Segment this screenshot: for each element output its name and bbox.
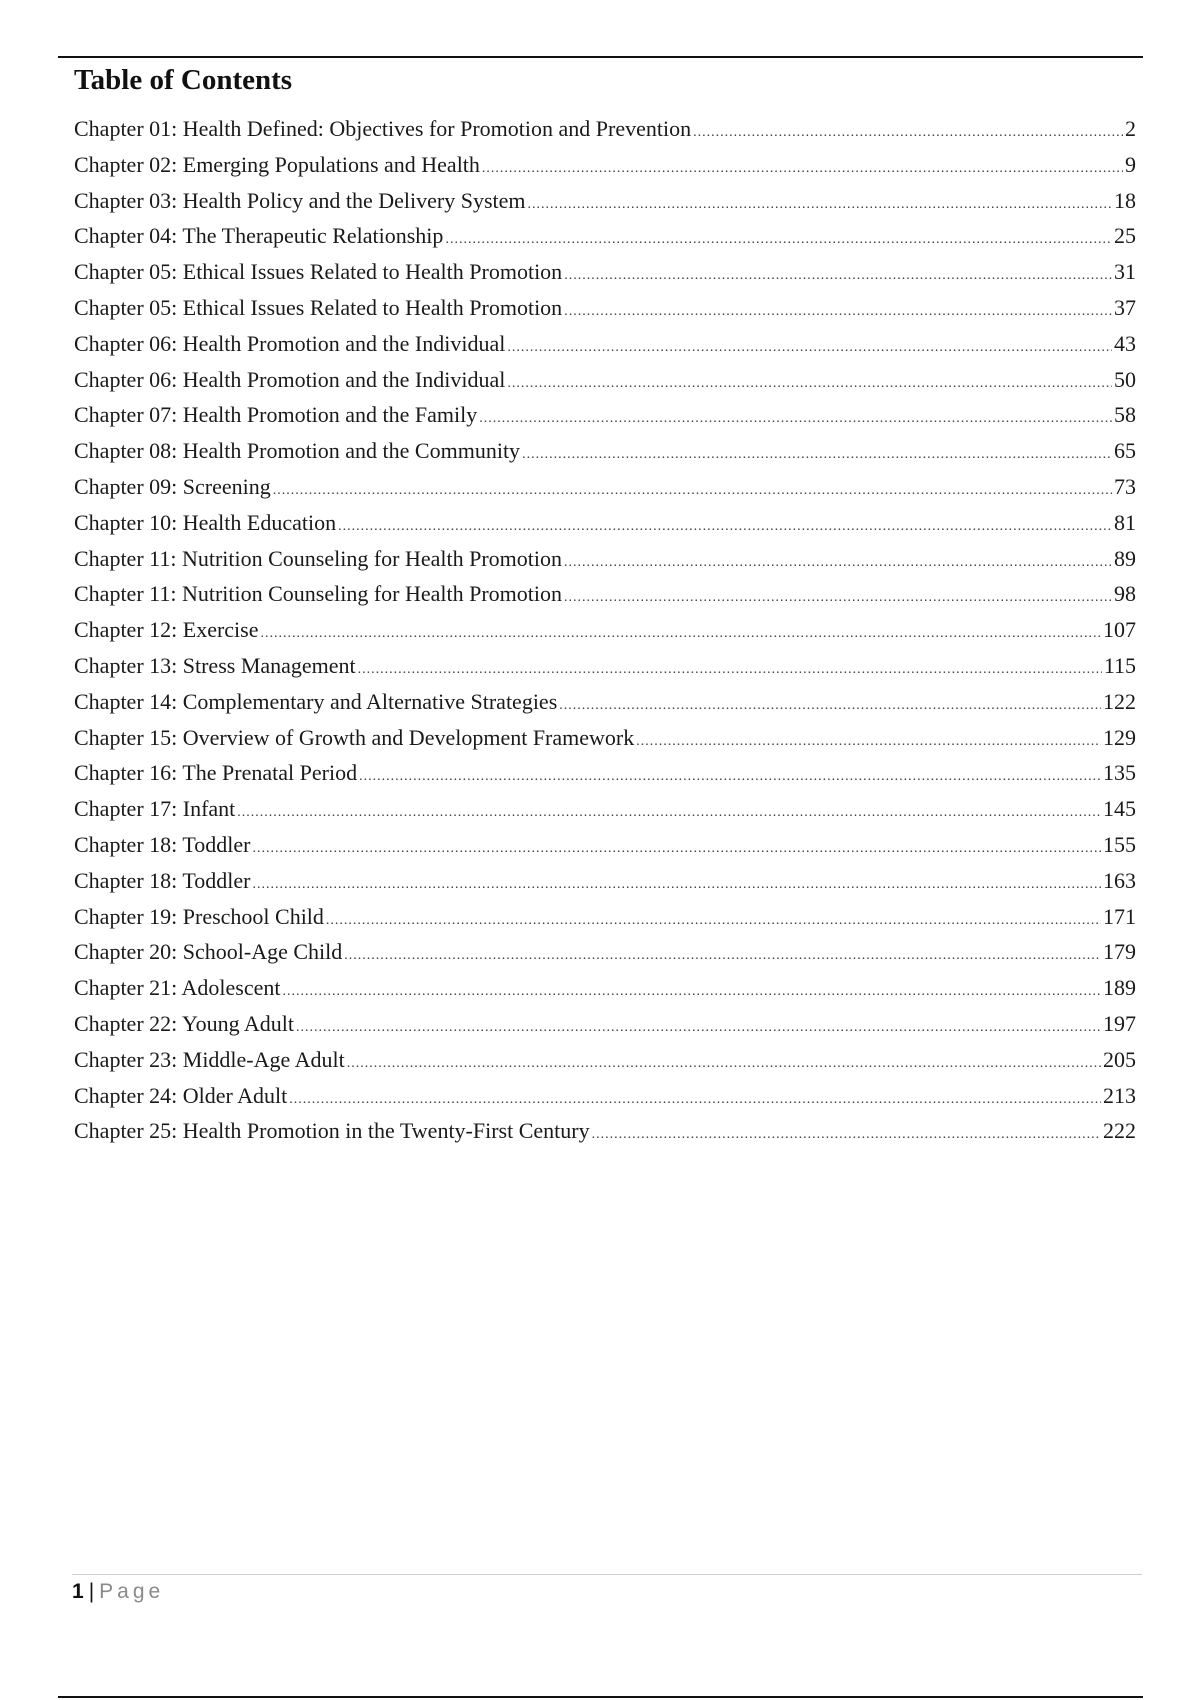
toc-dot-leader <box>347 1046 1101 1082</box>
toc-entry-page: 73 <box>1114 473 1136 499</box>
toc-entry-label: Chapter 20: School-Age Child <box>74 939 343 965</box>
toc-entry[interactable] <box>74 863 1136 899</box>
toc-entry[interactable] <box>74 433 1136 469</box>
toc-dot-leader <box>507 330 1112 366</box>
toc-entry-label: Chapter 09: Screening <box>74 473 271 499</box>
toc-dot-leader <box>344 938 1101 974</box>
toc-entry[interactable] <box>74 934 1136 970</box>
toc-entry[interactable] <box>74 612 1136 648</box>
toc-entry-page: 155 <box>1103 831 1136 857</box>
toc-entry-label: Chapter 06: Health Promotion and the Individual <box>74 330 506 356</box>
toc-entry[interactable] <box>74 254 1136 290</box>
toc-entry-label: Chapter 17: Infant <box>74 796 236 822</box>
footer-rule <box>72 1574 1142 1575</box>
toc-entry[interactable] <box>74 1006 1136 1042</box>
toc-entry[interactable] <box>74 720 1136 756</box>
top-border-rule <box>58 56 1143 58</box>
toc-entry[interactable] <box>74 218 1136 254</box>
toc-entry-page: 115 <box>1103 652 1136 678</box>
page-footer <box>72 1578 164 1606</box>
toc-entry[interactable] <box>74 755 1136 791</box>
toc-dot-leader <box>636 724 1101 760</box>
toc-dot-leader <box>252 867 1101 903</box>
toc-entry-page: 205 <box>1103 1046 1136 1072</box>
toc-entry[interactable] <box>74 899 1136 935</box>
table-of-contents <box>74 60 1136 1149</box>
toc-entry[interactable] <box>74 147 1136 183</box>
toc-entry[interactable] <box>74 1078 1136 1114</box>
toc-entry-label: Chapter 15: Overview of Growth and Development Framework <box>74 724 635 750</box>
toc-entry-page: 213 <box>1103 1082 1136 1108</box>
toc-entry-page: 145 <box>1103 796 1136 822</box>
toc-dot-leader <box>326 903 1101 939</box>
toc-list <box>74 111 1136 1149</box>
toc-entry-page: 122 <box>1103 688 1136 714</box>
toc-entry-label: Chapter 01: Health Defined: Objectives for Promotion and Prevention <box>74 116 692 141</box>
toc-entry-label: Chapter 18: Toddler <box>74 831 251 857</box>
toc-dot-leader <box>528 187 1112 223</box>
toc-entry-page: 197 <box>1103 1010 1136 1036</box>
toc-entry-page: 31 <box>1114 259 1136 285</box>
toc-entry-page: 25 <box>1114 223 1136 249</box>
toc-dot-leader <box>564 294 1112 330</box>
toc-entry-label: Chapter 23: Middle-Age Adult <box>74 1046 345 1072</box>
toc-dot-leader <box>559 688 1101 724</box>
toc-entry[interactable] <box>74 648 1136 684</box>
toc-entry-page: 222 <box>1103 1118 1136 1144</box>
toc-entry-label: Chapter 11: Nutrition Counseling for Health Promotion <box>74 545 563 571</box>
toc-dot-leader <box>289 1082 1101 1118</box>
toc-dot-leader <box>507 366 1112 402</box>
toc-title: Table of Contents <box>74 64 293 96</box>
toc-entry-label: Chapter 21: Adolescent <box>74 975 281 1001</box>
toc-entry-page: 81 <box>1114 509 1136 535</box>
toc-entry-page: 2 <box>1125 116 1136 141</box>
toc-entry-label: Chapter 19: Preschool Child <box>74 903 324 929</box>
footer-page-number: 1 <box>72 1580 84 1603</box>
toc-dot-leader <box>283 974 1101 1010</box>
toc-dot-leader <box>564 258 1112 294</box>
toc-entry-page: 65 <box>1114 438 1136 464</box>
toc-dot-leader <box>252 831 1101 867</box>
toc-dot-leader <box>522 437 1112 473</box>
toc-dot-leader <box>273 473 1112 509</box>
toc-entry-page: 58 <box>1114 402 1136 428</box>
toc-entry-page: 37 <box>1114 294 1136 320</box>
toc-entry-label: Chapter 04: The Therapeutic Relationship <box>74 223 444 249</box>
toc-entry-label: Chapter 05: Ethical Issues Related to Health Promotion <box>74 294 563 320</box>
toc-entry-label: Chapter 05: Ethical Issues Related to Health Promotion <box>74 259 563 285</box>
toc-dot-leader <box>338 509 1112 545</box>
toc-entry-label: Chapter 02: Emerging Populations and Health <box>74 151 480 177</box>
toc-entry-page: 50 <box>1114 366 1136 392</box>
toc-entry-label: Chapter 10: Health Education <box>74 509 337 535</box>
footer-page-word: Page <box>99 1580 165 1603</box>
toc-entry[interactable] <box>74 791 1136 827</box>
toc-dot-leader <box>359 759 1101 795</box>
toc-dot-leader <box>237 795 1101 831</box>
toc-entry-page: 129 <box>1103 724 1136 750</box>
toc-entry[interactable] <box>74 326 1136 362</box>
toc-entry-label: Chapter 08: Health Promotion and the Community <box>74 438 521 464</box>
bottom-border-rule <box>58 1696 1143 1698</box>
toc-entry-page: 135 <box>1103 760 1136 786</box>
toc-entry-label: Chapter 07: Health Promotion and the Family <box>74 402 478 428</box>
toc-entry-label: Chapter 12: Exercise <box>74 617 259 643</box>
toc-entry[interactable] <box>74 684 1136 720</box>
toc-dot-leader <box>261 616 1102 652</box>
toc-entry-page: 189 <box>1103 975 1136 1001</box>
toc-entry[interactable] <box>74 970 1136 1006</box>
toc-dot-leader <box>482 151 1123 187</box>
toc-entry[interactable] <box>74 505 1136 541</box>
toc-entry-label: Chapter 25: Health Promotion in the Twenty-First Century <box>74 1118 590 1144</box>
toc-dot-leader <box>445 222 1112 258</box>
toc-entry-page: 89 <box>1114 545 1136 571</box>
toc-entry-label: Chapter 03: Health Policy and the Delivery System <box>74 187 526 213</box>
toc-dot-leader <box>358 652 1102 688</box>
toc-entry-label: Chapter 11: Nutrition Counseling for Health Promotion <box>74 581 563 607</box>
toc-entry[interactable] <box>74 576 1136 612</box>
toc-entry-page: 43 <box>1114 330 1136 356</box>
toc-dot-leader <box>564 545 1112 581</box>
toc-entry-label: Chapter 18: Toddler <box>74 867 251 893</box>
toc-entry[interactable] <box>74 827 1136 863</box>
toc-entry-page: 163 <box>1103 867 1136 893</box>
toc-entry[interactable] <box>74 290 1136 326</box>
toc-entry-label: Chapter 22: Young Adult <box>74 1010 295 1036</box>
toc-entry-page: 171 <box>1103 903 1136 929</box>
toc-entry[interactable] <box>74 1113 1136 1149</box>
footer-separator: | <box>88 1580 95 1603</box>
toc-entry-label: Chapter 06: Health Promotion and the Individual <box>74 366 506 392</box>
toc-dot-leader <box>564 580 1112 616</box>
toc-entry-page: 107 <box>1103 617 1136 643</box>
toc-dot-leader <box>693 115 1123 151</box>
toc-entry-label: Chapter 16: The Prenatal Period <box>74 760 358 786</box>
toc-entry-page: 18 <box>1114 187 1136 213</box>
toc-entry-label: Chapter 14: Complementary and Alternative Strategies <box>74 688 558 714</box>
toc-entry-label: Chapter 13: Stress Management <box>74 652 356 678</box>
toc-entry[interactable] <box>74 469 1136 505</box>
toc-entry-page: 98 <box>1114 581 1136 607</box>
toc-entry-label: Chapter 24: Older Adult <box>74 1082 288 1108</box>
toc-entry[interactable] <box>74 111 1136 147</box>
toc-entry[interactable] <box>74 1042 1136 1078</box>
toc-entry-page: 9 <box>1125 151 1136 177</box>
toc-dot-leader <box>479 401 1112 437</box>
toc-dot-leader <box>592 1117 1101 1153</box>
toc-dot-leader <box>296 1010 1101 1046</box>
toc-entry[interactable] <box>74 362 1136 398</box>
toc-entry[interactable] <box>74 183 1136 219</box>
toc-entry[interactable] <box>74 397 1136 433</box>
toc-entry[interactable] <box>74 541 1136 577</box>
toc-entry-page: 179 <box>1103 939 1136 965</box>
